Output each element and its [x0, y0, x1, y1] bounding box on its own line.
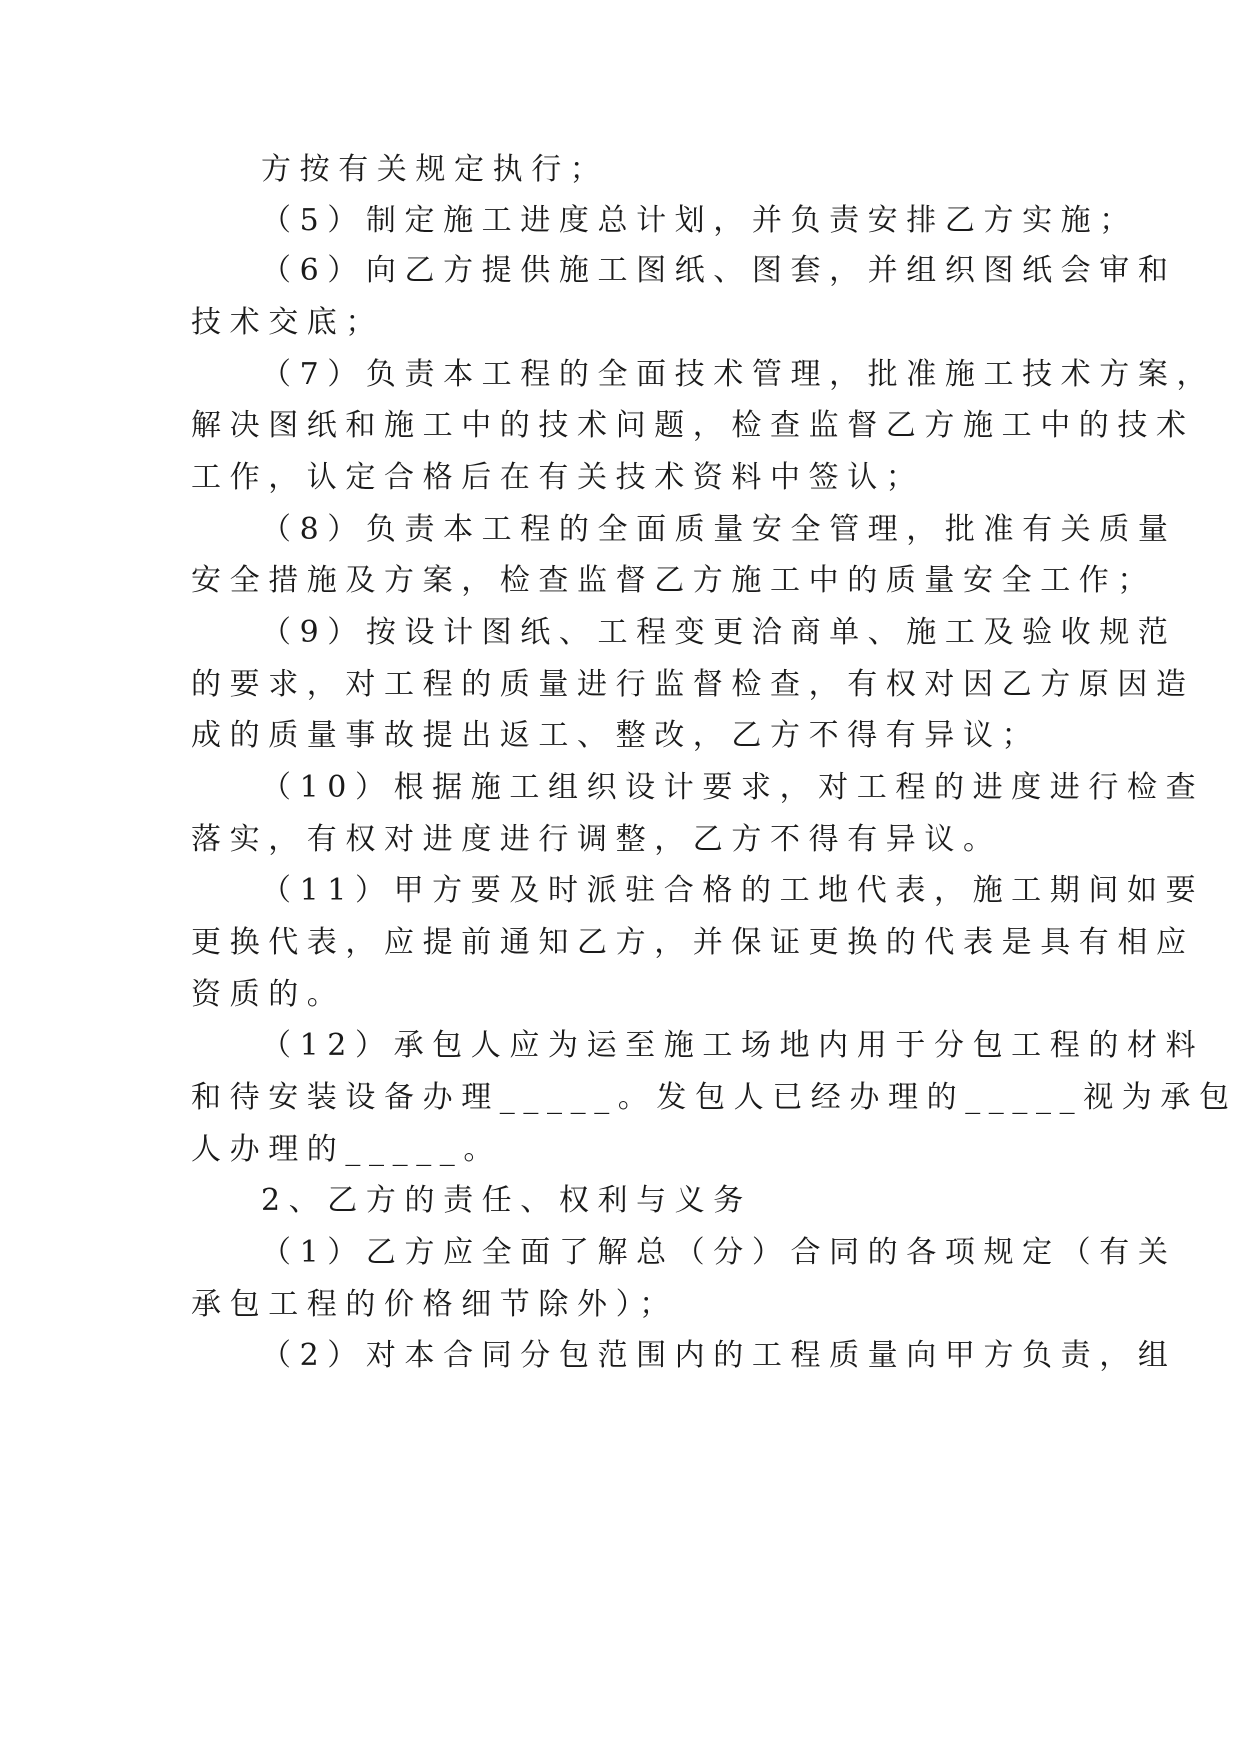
- text-line: 成的质量事故提出返工、整改，乙方不得有异议；: [191, 718, 1041, 753]
- text-line: （12）承包人应为运至施工场地内用于分包工程的材料: [261, 1028, 1205, 1063]
- text-line: 和待安装设备办理_____。发包人已经办理的_____视为承包: [191, 1080, 1238, 1115]
- text-line: 人办理的_____。: [191, 1132, 502, 1167]
- text-line: （5）制定施工进度总计划，并负责安排乙方实施；: [261, 203, 1138, 238]
- text-line: （1）乙方应全面了解总（分）合同的各项规定（有关: [261, 1235, 1177, 1270]
- text-line: 的要求，对工程的质量进行监督检查，有权对因乙方原因造: [191, 667, 1195, 702]
- text-line: （7）负责本工程的全面技术管理，批准施工技术方案，: [261, 357, 1216, 392]
- text-line: 解决图纸和施工中的技术问题，检查监督乙方施工中的技术: [191, 408, 1195, 443]
- text-line: （6）向乙方提供施工图纸、图套，并组织图纸会审和: [261, 253, 1177, 288]
- text-line: 更换代表，应提前通知乙方，并保证更换的代表是具有相应: [191, 925, 1195, 960]
- text-line: 安全措施及方案，检查监督乙方施工中的质量安全工作；: [191, 563, 1156, 598]
- text-line: 承包工程的价格细节除外）；: [191, 1287, 678, 1322]
- text-line: （9）按设计图纸、工程变更洽商单、施工及验收规范: [261, 615, 1177, 650]
- section-heading: 2、乙方的责任、权利与义务: [261, 1183, 752, 1218]
- text-line: （11）甲方要及时派驻合格的工地代表，施工期间如要: [261, 873, 1205, 908]
- text-line: （10）根据施工组织设计要求，对工程的进度进行检查: [261, 770, 1205, 805]
- text-line: 资质的。: [191, 977, 346, 1012]
- text-line: （2）对本合同分包范围内的工程质量向甲方负责，组: [261, 1338, 1177, 1373]
- text-line: 技术交底；: [191, 305, 384, 340]
- text-line: 落实，有权对进度进行调整，乙方不得有异议。: [191, 822, 1002, 857]
- text-line: 工作，认定合格后在有关技术资料中签认；: [191, 460, 925, 495]
- text-line: 方按有关规定执行；: [261, 152, 609, 187]
- text-line: （8）负责本工程的全面质量安全管理，批准有关质量: [261, 512, 1177, 547]
